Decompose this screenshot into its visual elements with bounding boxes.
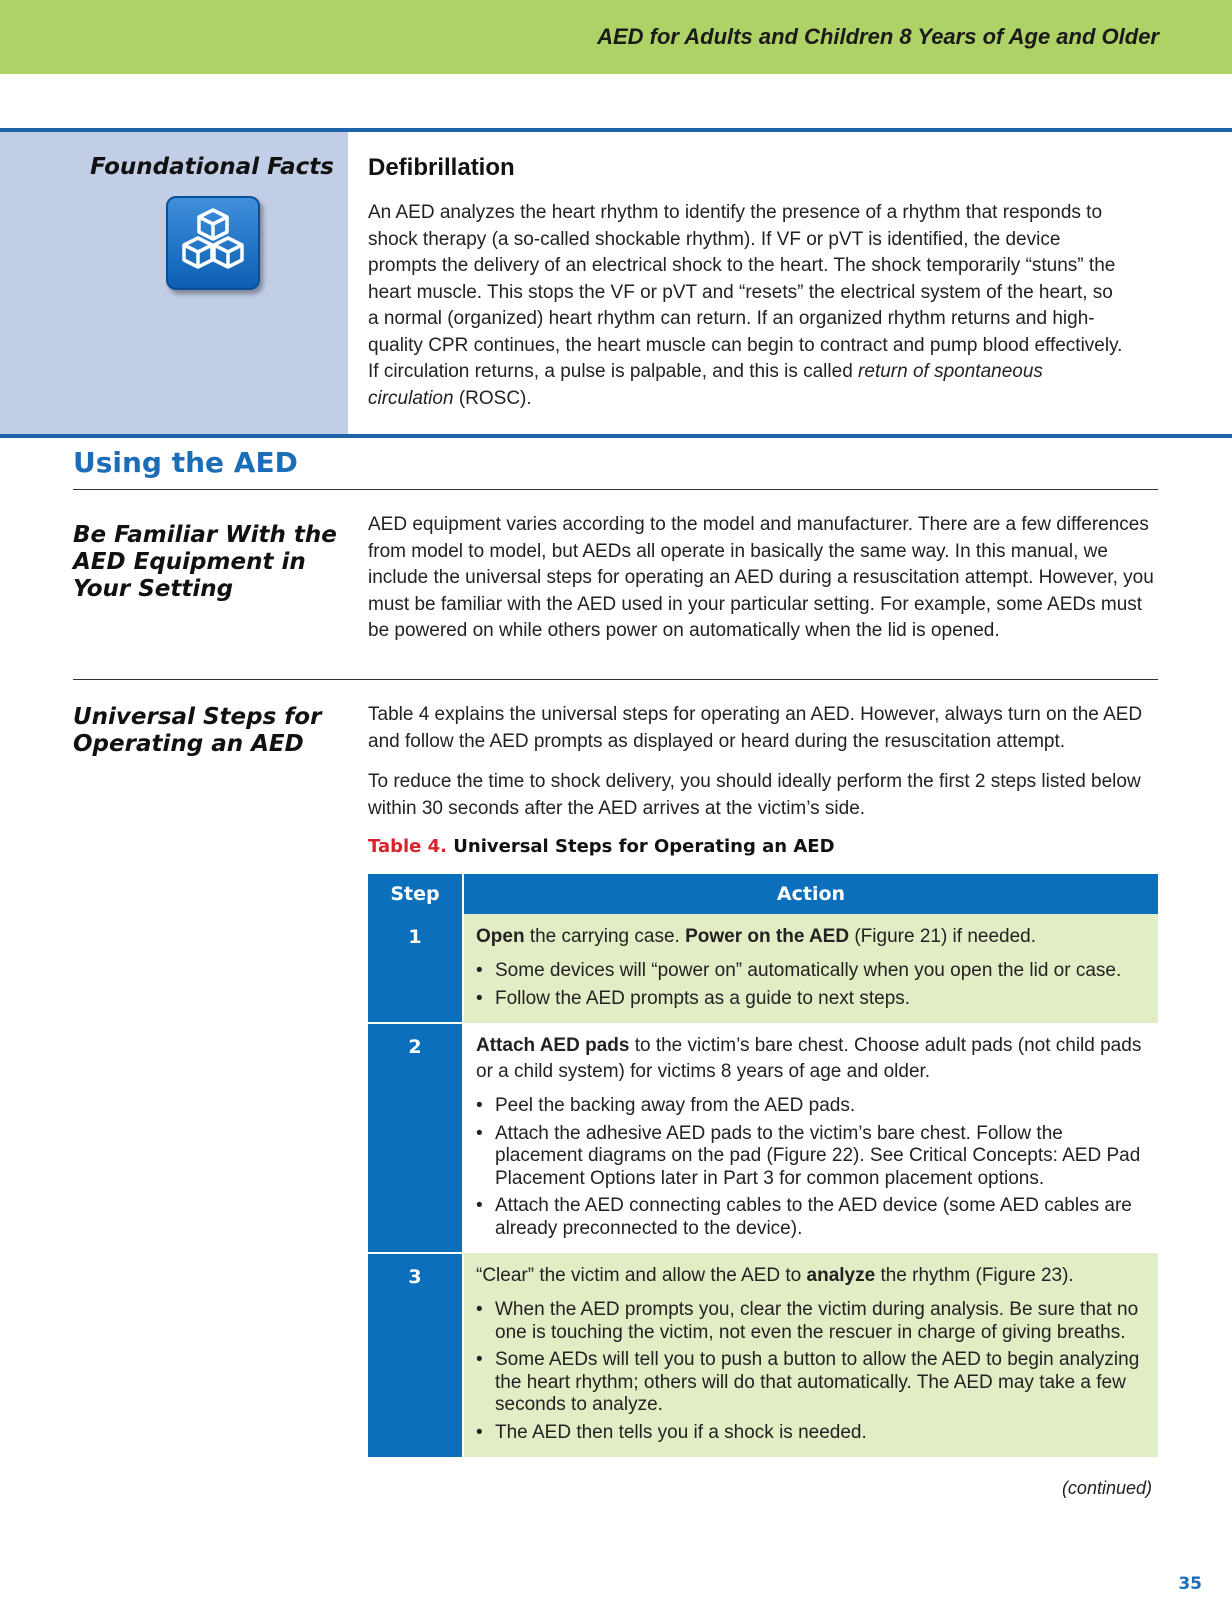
header-title: AED for Adults and Children 8 Years of Age and Older (597, 24, 1159, 49)
table-header-row (368, 874, 1158, 914)
table-row (368, 1253, 1158, 1457)
list-item: • Some devices will “power on” automatically when you open the lid or case. (476, 960, 1150, 983)
table-caption-title: Universal Steps for Operating an AED (453, 836, 835, 857)
list-item: • Attach the adhesive AED pads to the victim’s bare chest. Follow the placement diagrams on the pad (Figure 22). See Critical Concepts: AED Pad Placement Options later in Part 3 for common placement options. (476, 1123, 1150, 1191)
foundational-facts-sidebar (0, 132, 348, 434)
foundational-facts-label: Foundational Facts (90, 154, 334, 180)
step-action (463, 1253, 1158, 1457)
list-item: • The AED then tells you if a shock is needed. (476, 1422, 1150, 1445)
step-bullets (476, 1299, 1150, 1444)
step-number: 2 (368, 1023, 463, 1253)
section-title: Using the AED (73, 446, 298, 479)
list-item: • Peel the backing away from the AED pads. (476, 1095, 1150, 1118)
header-bar (0, 0, 1232, 74)
table-row (368, 1023, 1158, 1253)
step-column-header: Step (368, 874, 463, 914)
step-action (463, 1023, 1158, 1253)
step-lead: “Clear” the victim and allow the AED to analyze the rhythm (Figure 23). (476, 1265, 1074, 1286)
foundational-facts-box (0, 128, 1232, 438)
continued-note: (continued) (1061, 1478, 1152, 1498)
action-column-header: Action (463, 874, 1158, 914)
universal-para-2: To reduce the time to shock delivery, you should ideally perform the first 2 steps listed below within 30 seconds after the AED arrives at the victim’s side. (368, 771, 1141, 819)
section-rule (73, 489, 1158, 490)
step-number: 1 (368, 914, 463, 1023)
list-item: • Follow the AED prompts as a guide to next steps. (476, 988, 1150, 1011)
universal-heading: Universal Steps for Operating an AED (73, 704, 322, 757)
familiar-text: AED equipment varies according to the model and manufacturer. There are a few differences from model to model, but AEDs all operate in basically the same way. In this manual, we include the universal steps for operating an AED during a resuscitation attempt. However, you must be familiar with the AED used in your particular setting. For example, some AEDs must be powered on while others power on automatically when the lid is opened. (368, 514, 1154, 641)
list-item: • Attach the AED connecting cables to the AED device (some AED cables are already preconnected to the device). (476, 1195, 1150, 1240)
familiar-heading: Be Familiar With the AED Equipment in Your Setting (73, 522, 337, 602)
universal-para-1: Table 4 explains the universal steps for operating an AED. However, always turn on the AED and follow the AED prompts as displayed or heard during the resuscitation attempt. (368, 704, 1143, 752)
defibrillation-heading: Defibrillation (368, 154, 515, 181)
step-bullets (476, 960, 1150, 1010)
steps-table (368, 874, 1158, 1457)
table-caption-label: Table 4. (368, 836, 447, 857)
table-row (368, 914, 1158, 1023)
table-caption (368, 836, 835, 857)
step-bullets (476, 1095, 1150, 1240)
step-number: 3 (368, 1253, 463, 1457)
step-lead: Open the carrying case. Power on the AED (Figure 21) if needed. (476, 926, 1037, 947)
subsection-rule (73, 679, 1158, 680)
step-action (463, 914, 1158, 1023)
page-number: 35 (1178, 1574, 1202, 1594)
list-item: • Some AEDs will tell you to push a button to allow the AED to begin analyzing the heart rhythm; others will do that automatically. The AED may take a few seconds to analyze. (476, 1349, 1150, 1417)
step-lead: Attach AED pads to the victim’s bare chest. Choose adult pads (not child pads or a child system) for victims 8 years of age and older. (476, 1035, 1142, 1082)
defibrillation-text: An AED analyzes the heart rhythm to identify the presence of a rhythm that responds to shock therapy (a so-called shockable rhythm). If VF or pVT is identified, the device prompts the delivery of an electrical shock to the heart. The shock temporarily “stuns” the heart muscle. This stops the VF or pVT and “resets” the electrical system of the heart, so a normal (organized) heart rhythm can return. If an organized rhythm returns and high-quality CPR continues, the heart muscle can begin to contract and pump blood effectively. If circulation returns, a pulse is palpable, and this is called return of spontaneous circulation (ROSC). (368, 202, 1123, 409)
list-item: • When the AED prompts you, clear the victim during analysis. Be sure that no one is touching the victim, not even the rescuer in charge of giving breaths. (476, 1299, 1150, 1344)
stacked-cubes-icon (166, 196, 260, 290)
